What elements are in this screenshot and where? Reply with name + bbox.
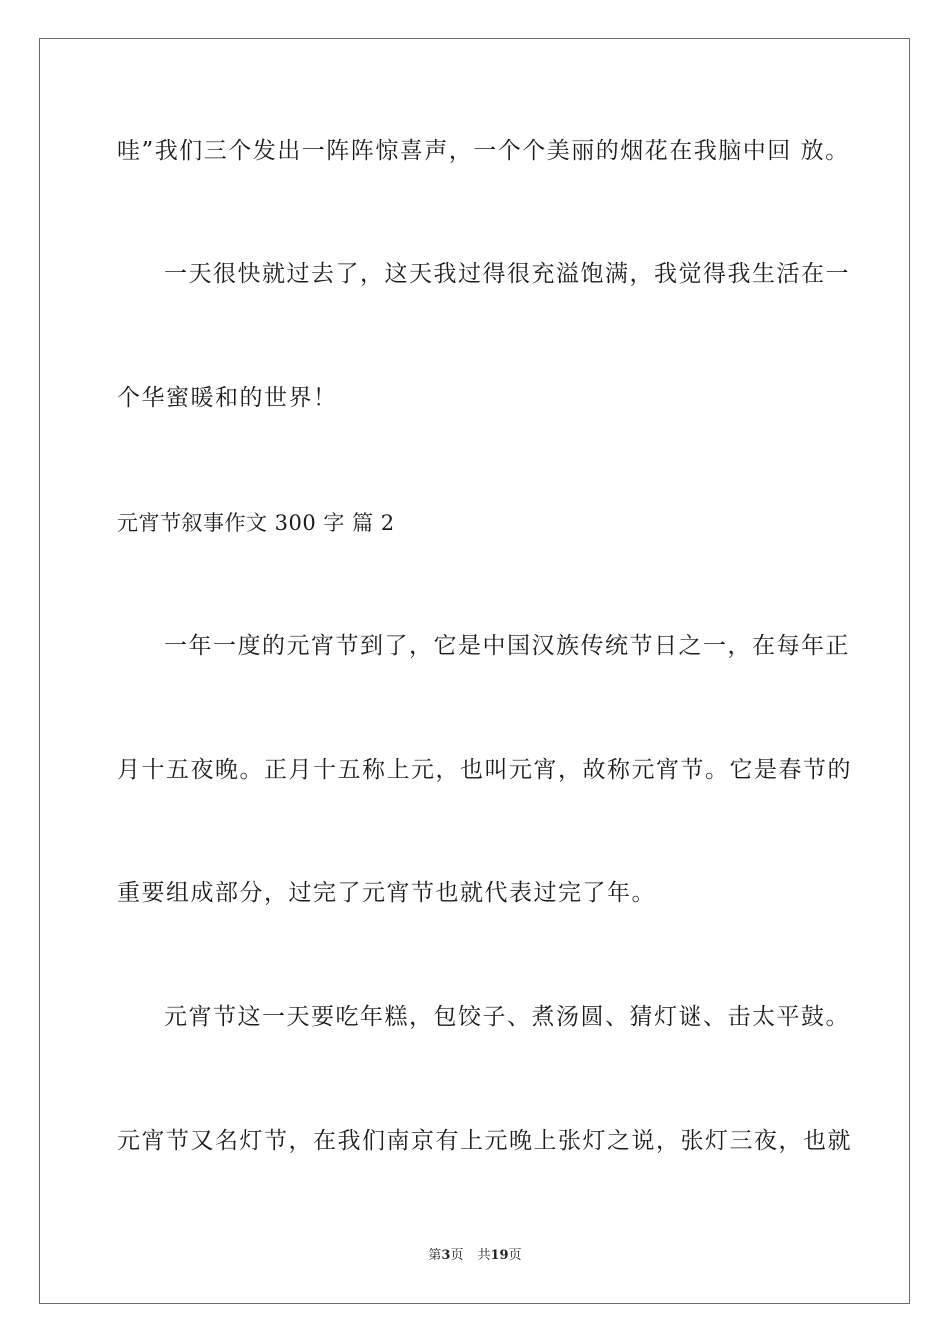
text-line-1: 哇”我们三个发出一阵阵惊喜声，一个个美丽的烟花在我脑中回 放。 [117,138,850,164]
text-line-2: 一天很快就过去了，这天我过得很充溢饱满，我觉得我生活在一 [164,261,850,287]
text-line-8: 元宵节又名灯节，在我们南京有上元晚上张灯之说，张灯三夜，也就 [117,1128,852,1154]
total-suffix: 页 [508,1248,522,1263]
page-border [39,38,910,1304]
page-number: 3 [441,1248,451,1263]
total-prefix: 共 [477,1248,491,1263]
text-line-6: 重要组成部分，过完了元宵节也就代表过完了年。 [117,880,656,906]
text-line-5: 月十五夜晚。正月十五称上元，也叫元宵，故称元宵节。它是春节的 [117,757,852,783]
page-suffix: 页 [450,1248,464,1263]
total-pages: 19 [490,1248,509,1263]
text-line-3: 个华蜜暖和的世界！ [117,385,338,411]
page-prefix: 第 [428,1248,442,1263]
text-line-7: 元宵节这一天要吃年糕，包饺子、煮汤圆、猜灯谜、击太平鼓。 [164,1004,850,1030]
page-footer [0,1247,950,1265]
text-line-4: 一年一度的元宵节到了，它是中国汉族传统节日之一，在每年正 [164,633,850,659]
section-heading: 元宵节叙事作文 300 字 篇 2 [117,511,395,535]
